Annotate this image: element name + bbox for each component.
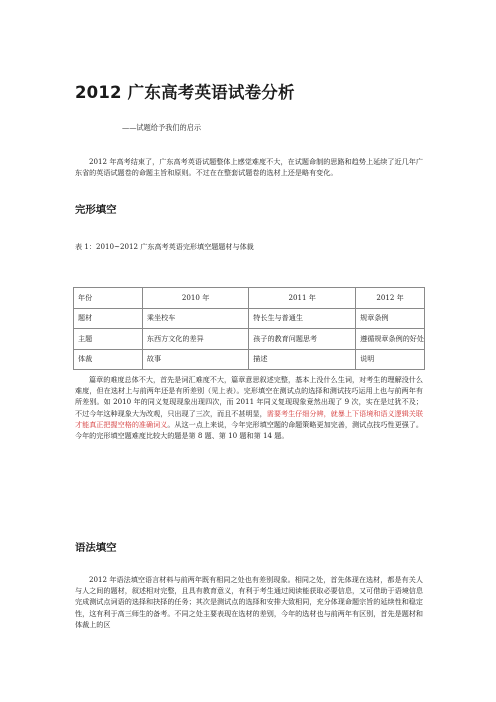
table-cell: 主题 (74, 329, 143, 350)
table-caption: 表 1：2010~2012 广东高考英语完形填空题题材与体裁 (75, 242, 254, 251)
table-cell: 东西方文化的差异 (142, 329, 248, 350)
cloze-text-a: 篇章的难度总体不大，首先是词汇难度不大，篇章意思叙述完整，基本上没什么生词，对考生的理解没什么难度，但在选材上与前两年还是有所差别（见上表）。完形填空在测试点的选择和测试技巧运用上也与前两年有所差别。如 2010 年的同义复现现象出现四次，而 2011 年同义复现现象竟然出现了 9 次，实在是过犹不及；不过今年这种现象大为改观，只出现了三次，而且不甚明显， (75, 375, 423, 418)
cloze-text-b: 。从这一点上来说，今年完形填空题的命题策略更加完善，测试点技巧性更强了。今年的完形填空题难度比较大的题是第 8 题、第 10 题和第 14 题。 (75, 419, 423, 441)
grammar-text: 2012 年语法填空语言材料与前两年既有相同之处也有差别现象。相同之处，首先体现在选材，都是有关人与人之间的题材，叙述相对完整，且具有教育意义，有利于考生通过阅读能获取必要信息，又可借助于语境信息完成测试点词语的选择和抉择的任务；其次是测试点的选择和安排大致相同，充分体现命题宗旨的延续性和稳定性，这有利于高三师生的备考。不同之处主要表现在选材的差别，今年的选材也与前两年有区别，首先是题材和体裁上的区 (75, 575, 423, 629)
grammar-paragraph (75, 574, 423, 630)
table-header-cell: 2012 年 (356, 288, 425, 309)
table-header-row (74, 288, 425, 309)
table-header-cell: 2010 年 (142, 288, 248, 309)
cloze-table (73, 287, 425, 370)
table-cell: 说明 (356, 349, 425, 370)
document-title: 2012 广东高考英语试卷分析 (75, 83, 295, 102)
document-subtitle: ——试题给予我们的启示 (122, 123, 202, 132)
table-cell: 孩子的教育问题思考 (249, 329, 356, 350)
intro-text: 2012 年高考结束了，广东高考英语试题整体上感觉难度不大，在试题命制的思路和趋势上延续了近几年广东省的英语试题卷的命题主旨和原则。不过在在整套试题卷的选材上还是略有变化。 (75, 157, 423, 178)
table-cell: 乘坐校车 (142, 308, 248, 329)
section-heading-grammar: 语法填空 (75, 542, 117, 554)
table-cell: 规章条例 (356, 308, 425, 329)
table-cell: 描述 (249, 349, 356, 370)
cloze-paragraph (75, 374, 423, 441)
table-row (74, 349, 425, 370)
section-heading-cloze: 完形填空 (75, 204, 117, 216)
table-header-cell: 2011 年 (249, 288, 356, 309)
table-cell: 特长生与普通生 (249, 308, 356, 329)
table-row (74, 308, 425, 329)
table-header-cell: 年份 (74, 288, 143, 309)
table-cell: 故事 (142, 349, 248, 370)
table-row (74, 329, 425, 350)
table-cell: 遵循规章条例的好处 (356, 329, 425, 350)
table-cell: 体裁 (74, 349, 143, 370)
table-cell: 题材 (74, 308, 143, 329)
cloze-highlight-text: 需要考生仔细分辨，就暴上下语境和语义逻辑关联才能真正把握空格的准确词义 (75, 408, 424, 429)
intro-paragraph (75, 156, 423, 178)
